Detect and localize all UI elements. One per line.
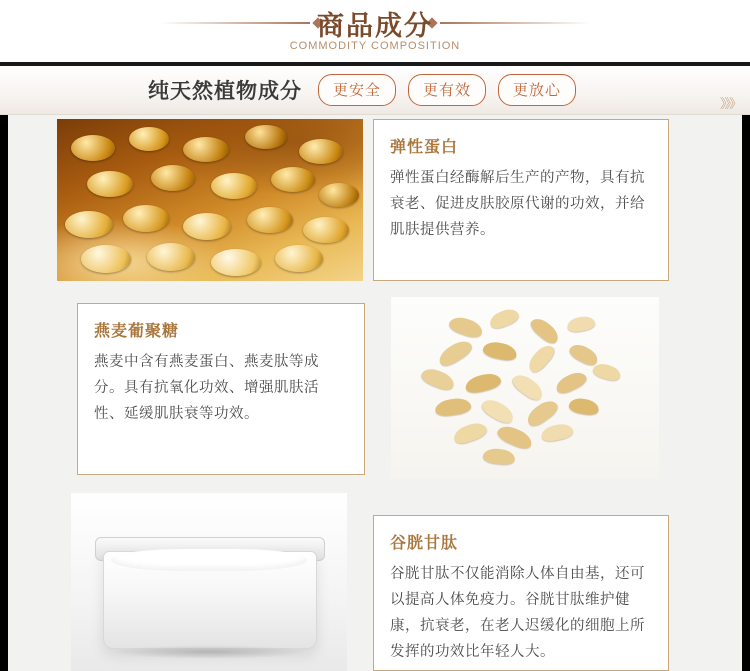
ingredient-card-glutathione-body: 谷胱甘肽不仅能消除人体自由基，还可以提高人体免疫力。谷胱甘肽维护健康，抗衰老，在老人迟缓化的细胞上所发挥的功效比年轻人大。 xyxy=(390,566,645,660)
softgel-capsules-photo xyxy=(57,119,363,281)
ingredient-card-elastin xyxy=(373,119,669,281)
tag-more-effective[interactable]: 更有效 xyxy=(408,74,486,106)
page-subtitle: COMMODITY COMPOSITION xyxy=(289,40,461,52)
oats-photo xyxy=(391,297,659,479)
jar-shadow-shape xyxy=(111,645,307,659)
ingredient-card-glutathione xyxy=(373,515,669,671)
left-black-edge xyxy=(0,115,8,671)
feature-bar-content xyxy=(148,74,588,106)
ingredient-card-oat-glucan-body: 燕麦中含有燕麦蛋白、燕麦肽等成分。具有抗氧化功效、增强肌肤活性、延缓肌肤衰等功效。 xyxy=(94,354,319,422)
ingredient-card-glutathione-title: 谷胱甘肽 xyxy=(390,533,459,552)
page-header xyxy=(0,0,750,66)
chevrons-decoration-icon: 》》》 xyxy=(719,96,740,111)
ingredient-card-oat-glucan xyxy=(77,303,365,475)
powder-jar-photo xyxy=(71,493,347,671)
ingredient-card-oat-glucan-title: 燕麦葡聚糖 xyxy=(94,321,180,340)
tag-safer[interactable]: 更安全 xyxy=(318,74,396,106)
ingredient-card-elastin-title: 弹性蛋白 xyxy=(390,137,459,156)
page-title: 商品成分 xyxy=(317,11,433,42)
feature-bar xyxy=(0,66,750,115)
jar-powder-shape xyxy=(111,549,307,571)
feature-bar-title: 纯天然植物成分 xyxy=(148,79,302,103)
tag-reassuring[interactable]: 更放心 xyxy=(498,74,576,106)
ingredient-card-elastin-body: 弹性蛋白经酶解后生产的产物，具有抗衰老、促进皮肤胶原代谢的功效，并给肌肤提供营养。 xyxy=(390,170,645,238)
right-black-edge xyxy=(742,115,750,671)
ingredients-content xyxy=(0,115,750,671)
